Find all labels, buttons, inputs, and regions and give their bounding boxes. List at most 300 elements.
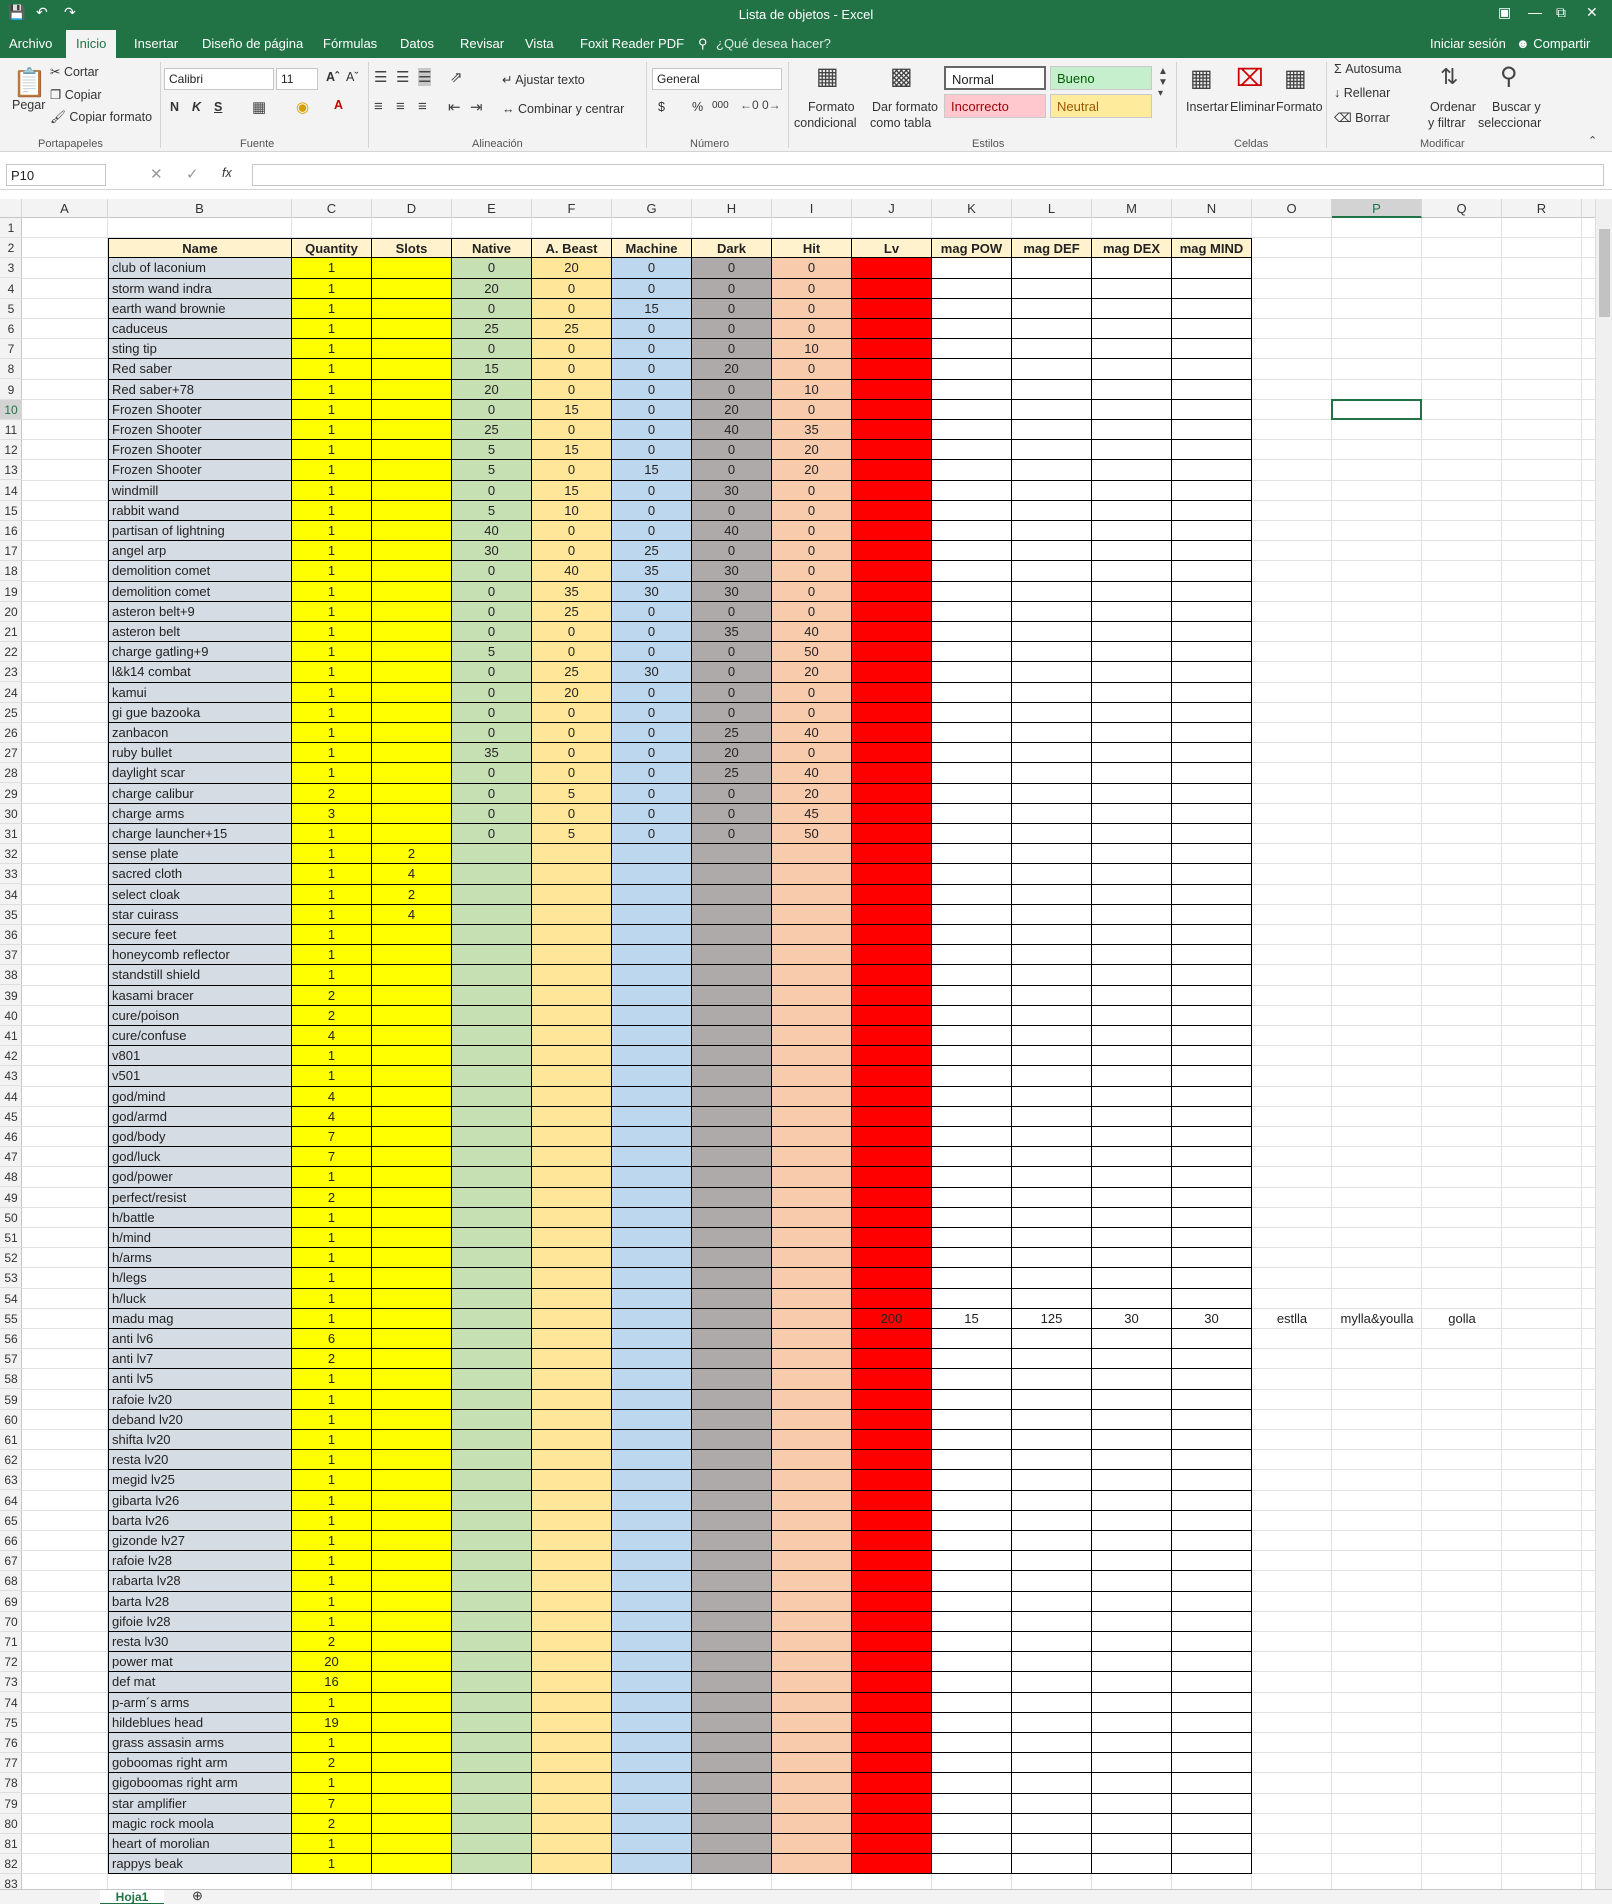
hit-cell[interactable]	[772, 1652, 852, 1672]
native-cell[interactable]: 0	[452, 299, 532, 319]
row-header-42[interactable]: 42	[0, 1046, 22, 1066]
mag-pow-cell[interactable]	[932, 885, 1012, 905]
mag-dex-cell[interactable]	[1092, 1147, 1172, 1167]
machine-cell[interactable]	[612, 1046, 692, 1066]
quantity-cell[interactable]: 1	[292, 723, 372, 743]
mag-pow-cell[interactable]	[932, 501, 1012, 521]
quantity-cell[interactable]: 1	[292, 359, 372, 379]
slots-cell[interactable]	[372, 804, 452, 824]
item-name-cell[interactable]: perfect/resist	[108, 1188, 292, 1208]
machine-cell[interactable]	[612, 1066, 692, 1086]
lv-cell[interactable]	[852, 1491, 932, 1511]
machine-cell[interactable]	[612, 844, 692, 864]
lv-cell[interactable]	[852, 622, 932, 642]
slots-cell[interactable]	[372, 1592, 452, 1612]
machine-cell[interactable]	[612, 1349, 692, 1369]
mag-def-cell[interactable]	[1012, 1854, 1092, 1874]
slots-cell[interactable]	[372, 1612, 452, 1632]
lv-cell[interactable]	[852, 501, 932, 521]
hit-cell[interactable]	[772, 1632, 852, 1652]
mag-dex-cell[interactable]	[1092, 1511, 1172, 1531]
mag-pow-cell[interactable]	[932, 1733, 1012, 1753]
undo-icon[interactable]: ↶	[36, 4, 48, 20]
mag-mind-cell[interactable]	[1172, 1531, 1252, 1551]
dark-cell[interactable]	[692, 905, 772, 925]
mag-def-cell[interactable]	[1012, 1672, 1092, 1692]
mag-def-cell[interactable]	[1012, 279, 1092, 299]
mag-pow-cell[interactable]	[932, 662, 1012, 682]
mag-pow-cell[interactable]	[932, 965, 1012, 985]
hit-cell[interactable]	[772, 1026, 852, 1046]
format-table-icon[interactable]: ▩	[890, 63, 913, 90]
font-size-select[interactable]: 11	[276, 68, 318, 90]
slots-cell[interactable]	[372, 299, 452, 319]
mag-def-cell[interactable]	[1012, 299, 1092, 319]
native-cell[interactable]	[452, 1753, 532, 1773]
mag-def-cell[interactable]	[1012, 1026, 1092, 1046]
dark-cell[interactable]	[692, 1349, 772, 1369]
dark-cell[interactable]	[692, 1592, 772, 1612]
item-name-cell[interactable]: deband lv20	[108, 1410, 292, 1430]
machine-cell[interactable]	[612, 1188, 692, 1208]
mag-dex-cell[interactable]	[1092, 1571, 1172, 1591]
mag-pow-cell[interactable]	[932, 1329, 1012, 1349]
machine-cell[interactable]	[612, 1612, 692, 1632]
quantity-cell[interactable]: 1	[292, 582, 372, 602]
mag-mind-cell[interactable]	[1172, 1087, 1252, 1107]
machine-cell[interactable]: 0	[612, 824, 692, 844]
dark-cell[interactable]	[692, 1531, 772, 1551]
quantity-cell[interactable]: 2	[292, 1632, 372, 1652]
hit-cell[interactable]	[772, 1390, 852, 1410]
mag-mind-cell[interactable]	[1172, 1612, 1252, 1632]
mag-mind-cell[interactable]	[1172, 844, 1252, 864]
hit-cell[interactable]	[772, 1551, 852, 1571]
slots-cell[interactable]	[372, 1167, 452, 1187]
hit-cell[interactable]: 0	[772, 743, 852, 763]
shrink-font-icon[interactable]: Aˇ	[346, 70, 359, 84]
insert-cells-button[interactable]: Insertar	[1186, 100, 1229, 114]
percent-button[interactable]: %	[692, 100, 704, 114]
mag-pow-cell[interactable]	[932, 1713, 1012, 1733]
slots-cell[interactable]	[372, 1228, 452, 1248]
tab-archivo[interactable]: Archivo	[9, 36, 53, 51]
slots-cell[interactable]	[372, 662, 452, 682]
quantity-cell[interactable]: 1	[292, 319, 372, 339]
mag-pow-cell[interactable]	[932, 1551, 1012, 1571]
quantity-cell[interactable]: 6	[292, 1329, 372, 1349]
delete-cells-button[interactable]: Eliminar	[1230, 100, 1276, 114]
row-header-31[interactable]: 31	[0, 824, 22, 844]
item-name-cell[interactable]: charge launcher+15	[108, 824, 292, 844]
lv-cell[interactable]	[852, 683, 932, 703]
native-cell[interactable]	[452, 1531, 532, 1551]
quantity-cell[interactable]: 4	[292, 1107, 372, 1127]
dark-cell[interactable]	[692, 1188, 772, 1208]
mag-mind-cell[interactable]	[1172, 965, 1252, 985]
item-name-cell[interactable]: charge arms	[108, 804, 292, 824]
mag-def-cell[interactable]	[1012, 1248, 1092, 1268]
abeast-cell[interactable]	[532, 1087, 612, 1107]
mag-pow-cell[interactable]	[932, 400, 1012, 420]
italic-button[interactable]: K	[192, 100, 202, 114]
mag-dex-cell[interactable]	[1092, 501, 1172, 521]
dark-cell[interactable]	[692, 965, 772, 985]
mag-dex-cell[interactable]	[1092, 1592, 1172, 1612]
name-box[interactable]: P10	[6, 164, 106, 186]
abeast-cell[interactable]: 0	[532, 622, 612, 642]
quantity-cell[interactable]: 1	[292, 1511, 372, 1531]
row-header-35[interactable]: 35	[0, 905, 22, 925]
mag-def-cell[interactable]	[1012, 905, 1092, 925]
lv-cell[interactable]	[852, 1470, 932, 1490]
machine-cell[interactable]	[612, 1834, 692, 1854]
mag-pow-cell[interactable]	[932, 1531, 1012, 1551]
native-cell[interactable]	[452, 1794, 532, 1814]
item-name-cell[interactable]: cure/confuse	[108, 1026, 292, 1046]
quantity-cell[interactable]: 1	[292, 885, 372, 905]
native-cell[interactable]: 0	[452, 481, 532, 501]
row-header-58[interactable]: 58	[0, 1369, 22, 1389]
mag-pow-cell[interactable]	[932, 1066, 1012, 1086]
mag-mind-cell[interactable]	[1172, 1046, 1252, 1066]
native-cell[interactable]	[452, 1511, 532, 1531]
lv-cell[interactable]	[852, 1854, 932, 1874]
machine-cell[interactable]: 35	[612, 561, 692, 581]
native-cell[interactable]	[452, 1450, 532, 1470]
item-name-cell[interactable]: Red saber+78	[108, 380, 292, 400]
row-header-76[interactable]: 76	[0, 1733, 22, 1753]
slots-cell[interactable]	[372, 1107, 452, 1127]
row-header-72[interactable]: 72	[0, 1652, 22, 1672]
slots-cell[interactable]	[372, 1713, 452, 1733]
item-name-cell[interactable]: h/arms	[108, 1248, 292, 1268]
item-name-cell[interactable]: h/mind	[108, 1228, 292, 1248]
mag-mind-cell[interactable]	[1172, 541, 1252, 561]
slots-cell[interactable]	[372, 642, 452, 662]
select-all-corner[interactable]	[0, 199, 22, 218]
mag-pow-cell[interactable]	[932, 258, 1012, 278]
native-cell[interactable]: 5	[452, 460, 532, 480]
mag-mind-cell[interactable]	[1172, 1228, 1252, 1248]
mag-pow-cell[interactable]	[932, 1127, 1012, 1147]
lv-cell[interactable]	[852, 481, 932, 501]
abeast-cell[interactable]: 0	[532, 763, 612, 783]
abeast-cell[interactable]: 0	[532, 380, 612, 400]
row-header-7[interactable]: 7	[0, 339, 22, 359]
slots-cell[interactable]	[372, 501, 452, 521]
hit-cell[interactable]: 0	[772, 541, 852, 561]
machine-cell[interactable]: 0	[612, 380, 692, 400]
hit-cell[interactable]: 0	[772, 521, 852, 541]
row-header-46[interactable]: 46	[0, 1127, 22, 1147]
native-cell[interactable]	[452, 1612, 532, 1632]
mag-def-cell[interactable]	[1012, 723, 1092, 743]
mag-mind-cell[interactable]	[1172, 763, 1252, 783]
row-header-13[interactable]: 13	[0, 460, 22, 480]
mag-dex-cell[interactable]	[1092, 561, 1172, 581]
item-name-cell[interactable]: heart of morolian	[108, 1834, 292, 1854]
dark-cell[interactable]	[692, 885, 772, 905]
quantity-cell[interactable]: 1	[292, 400, 372, 420]
slots-cell[interactable]	[372, 319, 452, 339]
dark-cell[interactable]	[692, 844, 772, 864]
dark-cell[interactable]: 0	[692, 541, 772, 561]
mag-def-cell[interactable]	[1012, 339, 1092, 359]
dark-cell[interactable]	[692, 1450, 772, 1470]
hit-cell[interactable]	[772, 925, 852, 945]
lv-cell[interactable]	[852, 945, 932, 965]
quantity-cell[interactable]: 1	[292, 440, 372, 460]
hit-cell[interactable]	[772, 1814, 852, 1834]
hit-cell[interactable]	[772, 905, 852, 925]
mag-mind-cell[interactable]	[1172, 804, 1252, 824]
mag-mind-cell[interactable]	[1172, 561, 1252, 581]
mag-def-cell[interactable]	[1012, 1147, 1092, 1167]
hit-cell[interactable]	[772, 1349, 852, 1369]
style-neutral[interactable]: Neutral	[1050, 94, 1152, 118]
hit-cell[interactable]	[772, 1410, 852, 1430]
mag-dex-cell[interactable]	[1092, 420, 1172, 440]
quantity-cell[interactable]: 1	[292, 1309, 372, 1329]
machine-cell[interactable]	[612, 1208, 692, 1228]
slots-cell[interactable]	[372, 1006, 452, 1026]
hit-cell[interactable]	[772, 1531, 852, 1551]
dark-cell[interactable]: 40	[692, 521, 772, 541]
mag-pow-cell[interactable]	[932, 1390, 1012, 1410]
mag-def-cell[interactable]	[1012, 1612, 1092, 1632]
item-name-cell[interactable]: asteron belt+9	[108, 602, 292, 622]
slots-cell[interactable]	[372, 1369, 452, 1389]
item-name-cell[interactable]: rafoie lv20	[108, 1390, 292, 1410]
abeast-cell[interactable]: 0	[532, 804, 612, 824]
machine-cell[interactable]	[612, 965, 692, 985]
mag-dex-cell[interactable]	[1092, 1470, 1172, 1490]
mag-pow-cell[interactable]	[932, 299, 1012, 319]
slots-cell[interactable]: 2	[372, 885, 452, 905]
hit-cell[interactable]: 40	[772, 723, 852, 743]
mag-mind-cell[interactable]	[1172, 1814, 1252, 1834]
mag-dex-cell[interactable]	[1092, 986, 1172, 1006]
decrease-indent-icon[interactable]: ⇤	[448, 99, 461, 116]
item-name-cell[interactable]: Frozen Shooter	[108, 420, 292, 440]
slots-cell[interactable]	[372, 481, 452, 501]
mag-pow-cell[interactable]	[932, 1147, 1012, 1167]
item-name-cell[interactable]: sting tip	[108, 339, 292, 359]
mag-mind-cell[interactable]	[1172, 1329, 1252, 1349]
header-abeast[interactable]: A. Beast	[532, 238, 612, 258]
item-name-cell[interactable]: rabbit wand	[108, 501, 292, 521]
abeast-cell[interactable]	[532, 1390, 612, 1410]
lv-cell[interactable]	[852, 1127, 932, 1147]
mag-pow-cell[interactable]	[932, 824, 1012, 844]
quantity-cell[interactable]: 1	[292, 683, 372, 703]
mag-dex-cell[interactable]	[1092, 1248, 1172, 1268]
hit-cell[interactable]	[772, 1369, 852, 1389]
hit-cell[interactable]: 20	[772, 784, 852, 804]
abeast-cell[interactable]: 5	[532, 824, 612, 844]
mag-def-cell[interactable]	[1012, 1450, 1092, 1470]
row-header-52[interactable]: 52	[0, 1248, 22, 1268]
slots-cell[interactable]	[372, 1672, 452, 1692]
align-top-icon[interactable]: ☰	[374, 69, 388, 86]
lv-cell[interactable]	[852, 1006, 932, 1026]
hit-cell[interactable]: 0	[772, 501, 852, 521]
slots-cell[interactable]	[372, 1066, 452, 1086]
native-cell[interactable]	[452, 1127, 532, 1147]
ribbon-display-icon[interactable]: ▣	[1498, 4, 1512, 20]
tab-revisar[interactable]: Revisar	[460, 36, 505, 51]
dark-cell[interactable]	[692, 1006, 772, 1026]
hit-cell[interactable]	[772, 1167, 852, 1187]
native-cell[interactable]	[452, 1430, 532, 1450]
slots-cell[interactable]	[372, 824, 452, 844]
machine-cell[interactable]: 0	[612, 804, 692, 824]
mag-def-cell[interactable]	[1012, 986, 1092, 1006]
quantity-cell[interactable]: 1	[292, 763, 372, 783]
underline-button[interactable]: S	[214, 100, 223, 114]
share-button[interactable]	[1516, 36, 1590, 51]
hit-cell[interactable]: 0	[772, 703, 852, 723]
mag-dex-cell[interactable]	[1092, 1733, 1172, 1753]
native-cell[interactable]	[452, 1773, 532, 1793]
mag-pow-cell[interactable]	[932, 1087, 1012, 1107]
lv-cell[interactable]	[852, 400, 932, 420]
row-header-1[interactable]: 1	[0, 218, 22, 238]
mag-mind-cell[interactable]	[1172, 642, 1252, 662]
lv-cell[interactable]	[852, 460, 932, 480]
item-name-cell[interactable]: Frozen Shooter	[108, 440, 292, 460]
mag-pow-cell[interactable]	[932, 1289, 1012, 1309]
row-header-32[interactable]: 32	[0, 844, 22, 864]
grow-font-icon[interactable]: Aˆ	[326, 70, 340, 84]
mag-dex-cell[interactable]	[1092, 824, 1172, 844]
quantity-cell[interactable]: 1	[292, 1410, 372, 1430]
mag-pow-cell[interactable]	[932, 1693, 1012, 1713]
slots-cell[interactable]	[372, 1248, 452, 1268]
slots-cell[interactable]	[372, 1511, 452, 1531]
lv-cell[interactable]	[852, 1046, 932, 1066]
row-header-53[interactable]: 53	[0, 1268, 22, 1288]
lv-cell[interactable]	[852, 1551, 932, 1571]
item-name-cell[interactable]: v801	[108, 1046, 292, 1066]
quantity-cell[interactable]: 2	[292, 1753, 372, 1773]
align-middle-icon[interactable]: ☰	[396, 69, 410, 86]
mag-mind-cell[interactable]	[1172, 380, 1252, 400]
hit-cell[interactable]: 35	[772, 420, 852, 440]
mag-dex-cell[interactable]	[1092, 703, 1172, 723]
hit-cell[interactable]	[772, 1066, 852, 1086]
slots-cell[interactable]	[372, 1551, 452, 1571]
dark-cell[interactable]: 0	[692, 824, 772, 844]
mag-dex-cell[interactable]	[1092, 784, 1172, 804]
native-cell[interactable]: 0	[452, 400, 532, 420]
mag-def-cell[interactable]	[1012, 541, 1092, 561]
abeast-cell[interactable]	[532, 1430, 612, 1450]
dark-cell[interactable]	[692, 1470, 772, 1490]
machine-cell[interactable]: 0	[612, 501, 692, 521]
mag-def-cell[interactable]	[1012, 1369, 1092, 1389]
lv-cell[interactable]	[852, 339, 932, 359]
native-cell[interactable]	[452, 1046, 532, 1066]
lv-cell[interactable]	[852, 1672, 932, 1692]
abeast-cell[interactable]	[532, 1551, 612, 1571]
item-name-cell[interactable]: barta lv28	[108, 1592, 292, 1612]
header-dark[interactable]: Dark	[692, 238, 772, 258]
mag-dex-cell[interactable]	[1092, 1167, 1172, 1187]
hit-cell[interactable]	[772, 1087, 852, 1107]
row-header-59[interactable]: 59	[0, 1390, 22, 1410]
mag-dex-cell[interactable]	[1092, 1289, 1172, 1309]
machine-cell[interactable]: 0	[612, 400, 692, 420]
slots-cell[interactable]	[372, 1349, 452, 1369]
item-name-cell[interactable]: def mat	[108, 1672, 292, 1692]
mag-mind-cell[interactable]	[1172, 359, 1252, 379]
mag-mind-cell[interactable]	[1172, 1107, 1252, 1127]
quantity-cell[interactable]: 2	[292, 986, 372, 1006]
machine-cell[interactable]: 0	[612, 763, 692, 783]
mag-dex-cell[interactable]	[1092, 1006, 1172, 1026]
machine-cell[interactable]: 0	[612, 622, 692, 642]
vertical-scrollbar[interactable]	[1595, 199, 1612, 1889]
quantity-cell[interactable]: 1	[292, 864, 372, 884]
mag-pow-cell[interactable]	[932, 339, 1012, 359]
native-cell[interactable]	[452, 864, 532, 884]
mag-pow-cell[interactable]	[932, 784, 1012, 804]
slots-cell[interactable]	[372, 1147, 452, 1167]
mag-def-cell[interactable]	[1012, 561, 1092, 581]
row-header-26[interactable]: 26	[0, 723, 22, 743]
hit-cell[interactable]: 10	[772, 339, 852, 359]
item-name-cell[interactable]: rafoie lv28	[108, 1551, 292, 1571]
item-name-cell[interactable]: god/power	[108, 1167, 292, 1187]
hit-cell[interactable]: 0	[772, 481, 852, 501]
native-cell[interactable]	[452, 1208, 532, 1228]
machine-cell[interactable]	[612, 1107, 692, 1127]
mag-mind-cell[interactable]	[1172, 743, 1252, 763]
row-header-19[interactable]: 19	[0, 582, 22, 602]
dark-cell[interactable]	[692, 1208, 772, 1228]
mag-mind-cell[interactable]	[1172, 460, 1252, 480]
hit-cell[interactable]	[772, 1147, 852, 1167]
hit-cell[interactable]	[772, 1188, 852, 1208]
hit-cell[interactable]	[772, 1430, 852, 1450]
native-cell[interactable]: 5	[452, 501, 532, 521]
quantity-cell[interactable]: 1	[292, 521, 372, 541]
dark-cell[interactable]: 20	[692, 743, 772, 763]
hit-cell[interactable]	[772, 1228, 852, 1248]
lv-cell[interactable]	[852, 561, 932, 581]
abeast-cell[interactable]	[532, 1491, 612, 1511]
mag-def-cell[interactable]	[1012, 1066, 1092, 1086]
native-cell[interactable]: 30	[452, 541, 532, 561]
mag-pow-cell[interactable]	[932, 1511, 1012, 1531]
abeast-cell[interactable]	[532, 1753, 612, 1773]
native-cell[interactable]: 20	[452, 279, 532, 299]
abeast-cell[interactable]	[532, 1248, 612, 1268]
save-icon[interactable]: 💾	[8, 4, 26, 20]
native-cell[interactable]	[452, 1066, 532, 1086]
hit-cell[interactable]	[772, 1672, 852, 1692]
mag-pow-cell[interactable]	[932, 460, 1012, 480]
item-name-cell[interactable]: zanbacon	[108, 723, 292, 743]
paste-button[interactable]: Pegar	[12, 98, 46, 112]
mag-def-cell[interactable]	[1012, 359, 1092, 379]
lv-cell[interactable]	[852, 1834, 932, 1854]
mag-dex-cell[interactable]	[1092, 1329, 1172, 1349]
mag-def-cell[interactable]	[1012, 1430, 1092, 1450]
machine-cell[interactable]	[612, 1127, 692, 1147]
